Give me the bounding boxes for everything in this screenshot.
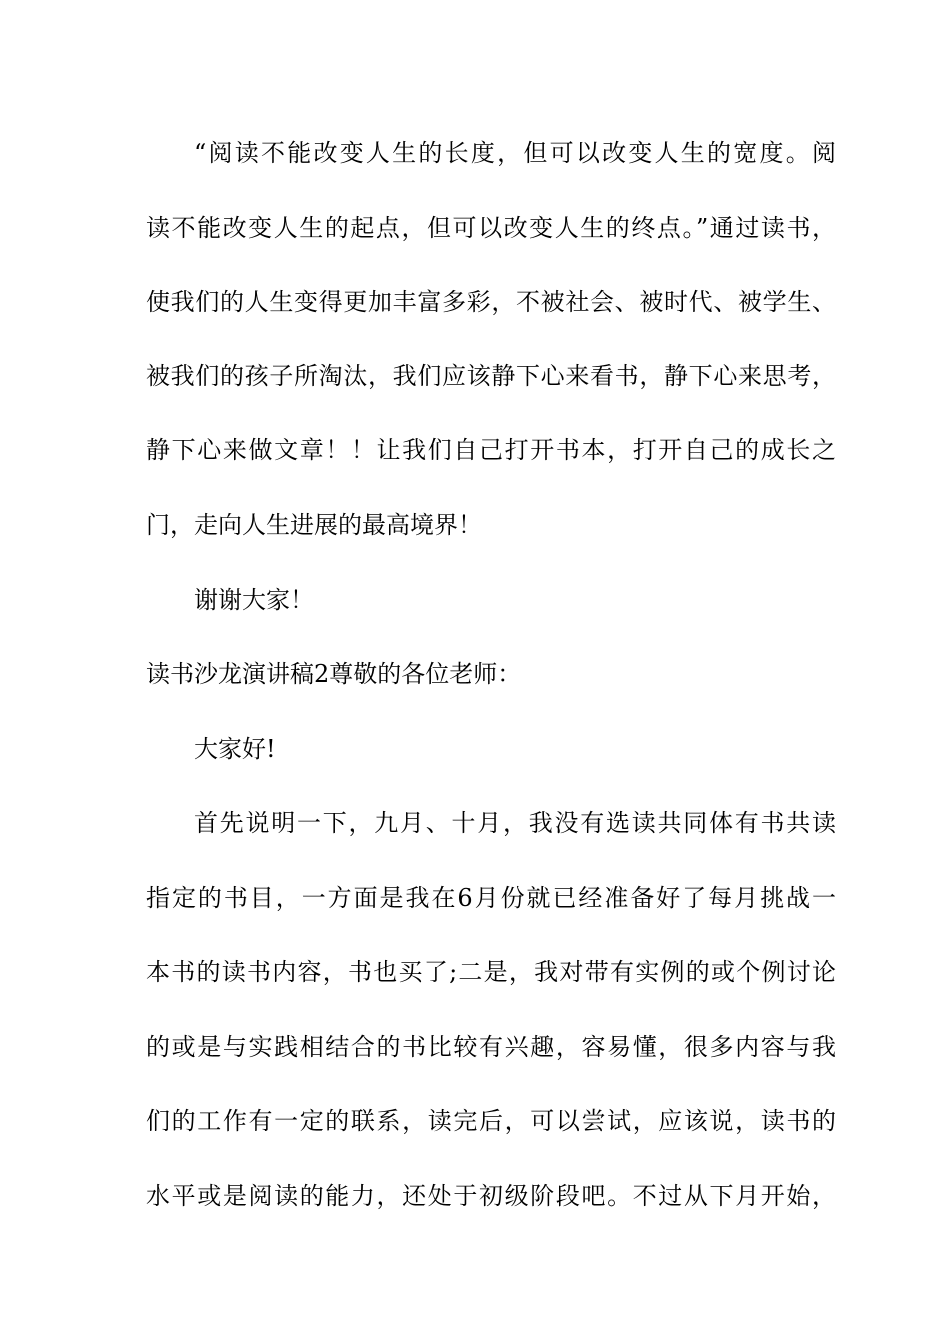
text-line-15: 水平或是阅读的能力，还处于初级阶段吧。不过从下月开始， <box>146 1182 836 1210</box>
text-line-1: “阅读不能改变人生的长度，但可以改变人生的宽度。阅 <box>194 139 836 167</box>
text-line-6: 门，走向人生进展的最高境界！ <box>146 511 482 539</box>
closing-thanks: 谢谢大家！ <box>194 586 314 614</box>
section-heading: 读书沙龙演讲稿2尊敬的各位老师： <box>146 660 522 688</box>
text-line-13: 的或是与实践相结合的书比较有兴趣，容易懂，很多内容与我 <box>146 1033 836 1061</box>
text-line-2: 读不能改变人生的起点，但可以改变人生的终点。”通过读书， <box>146 214 836 242</box>
greeting: 大家好! <box>194 735 276 763</box>
text-line-4: 被我们的孩子所淘汰，我们应该静下心来看书，静下心来思考， <box>146 362 836 390</box>
text-line-11: 指定的书目，一方面是我在6月份就已经准备好了每月挑战一 <box>146 884 836 912</box>
text-line-14: 们的工作有一定的联系，读完后，可以尝试，应该说，读书的 <box>146 1107 836 1135</box>
text-line-5: 静下心来做文章！！让我们自己打开书本，打开自己的成长之 <box>146 436 836 464</box>
text-line-3: 使我们的人生变得更加丰富多彩，不被社会、被时代、被学生、 <box>146 288 836 316</box>
text-line-12: 本书的读书内容，书也买了;二是，我对带有实例的或个例讨论 <box>146 958 836 986</box>
text-line-10: 首先说明一下，九月、十月，我没有选读共同体有书共读 <box>194 809 836 837</box>
